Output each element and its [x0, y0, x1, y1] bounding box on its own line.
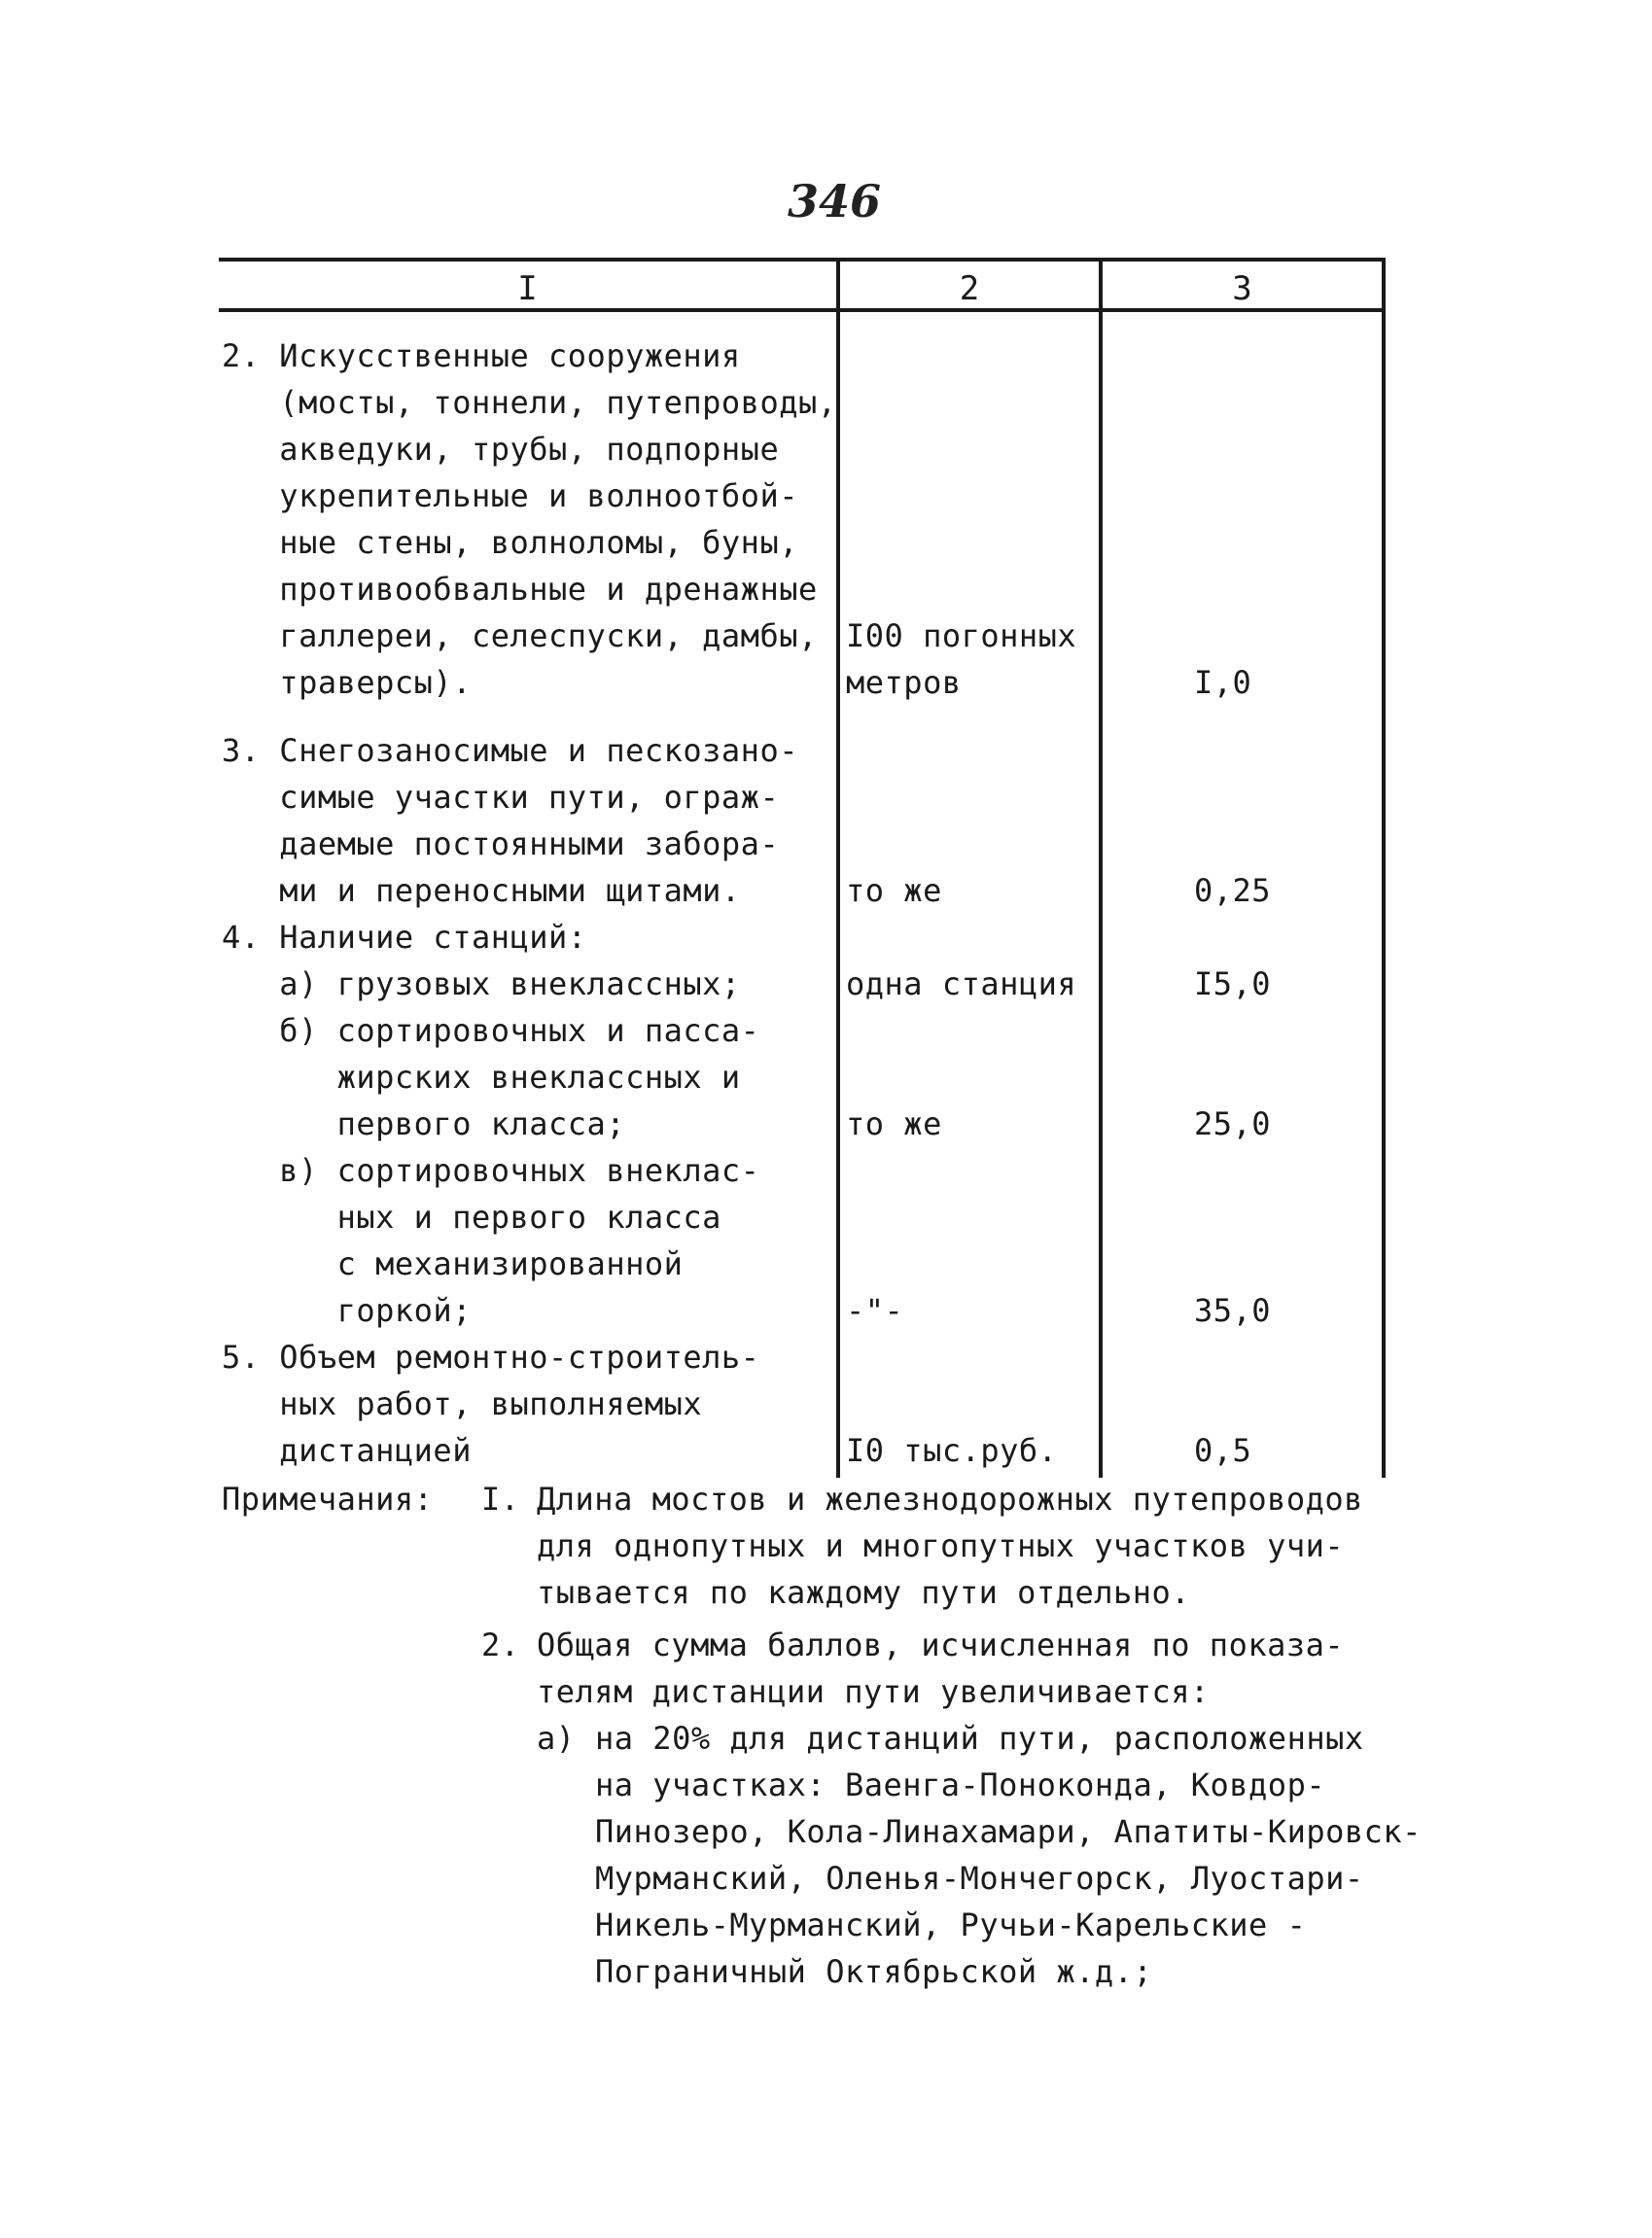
row-value: I,0 [1194, 664, 1252, 701]
row-text-line: жирских внеклассных и [222, 1059, 741, 1096]
row-value: 25,0 [1194, 1105, 1272, 1142]
row-text-line: 2. Искусственные сооружения [222, 337, 741, 374]
row-text-line: ных работ, выполняемых [222, 1385, 703, 1422]
table-top-rule [219, 258, 1386, 262]
note-line: для однопутных и многопутных участков учи- [537, 1527, 1345, 1564]
row-text-line: первого класса; [222, 1105, 626, 1142]
column-header-1: I [517, 269, 538, 308]
note-line: телям дистанции пути увеличивается: [537, 1673, 1210, 1710]
row-text-line: 3. Снегозаносимые и пескозано- [222, 732, 798, 769]
note-sub-line: на участках: Ваенга-Поноконда, Ковдор- [595, 1766, 1326, 1803]
row-text-line: противообвальные и дренажные [222, 571, 818, 608]
row-text-line: ми и переносными щитами. [222, 872, 741, 909]
note-line: Длина мостов и железнодорожных путепроводов [537, 1481, 1363, 1518]
note-sub-line: Никель-Мурманский, Ручьи-Карельские - [595, 1906, 1307, 1943]
row-value: 35,0 [1194, 1292, 1272, 1329]
row-text-line: б) сортировочных и пасса- [222, 1012, 760, 1049]
row-unit: I00 погонных [846, 617, 1077, 654]
row-text-line: а) грузовых внеклассных; [222, 965, 741, 1002]
row-text-line: симые участки пути, ограж- [222, 779, 780, 816]
row-unit: I0 тыс.руб. [846, 1432, 1058, 1469]
note-line: Общая сумма баллов, исчисленная по показа- [537, 1626, 1345, 1663]
col-divider-1 [836, 258, 840, 1478]
table-header-rule [219, 308, 1386, 312]
notes-label: Примечания: [222, 1481, 434, 1518]
page-number: 346 [788, 175, 882, 227]
note-sub-letter: а) [537, 1720, 576, 1757]
row-text-line: ных и первого класса [222, 1199, 721, 1236]
col-divider-2 [1099, 258, 1103, 1478]
row-unit: то же [846, 872, 942, 909]
row-text-line: ные стены, волноломы, буны, [222, 524, 798, 561]
row-text-line: горкой; [222, 1292, 472, 1329]
row-text-line: траверсы). [222, 664, 472, 701]
column-header-2: 2 [959, 269, 980, 308]
row-unit: метров [846, 664, 962, 701]
row-text-line: дистанцией [222, 1432, 472, 1469]
row-text-line: 4. Наличие станций: [222, 919, 587, 956]
row-text-line: с механизированной [222, 1245, 684, 1282]
note-sub-line: Пинозеро, Кола-Линахамари, Апатиты-Кировск- [595, 1813, 1422, 1850]
row-value: 0,25 [1194, 872, 1272, 909]
row-text-line: укрепительные и волноотбой- [222, 477, 798, 514]
row-text-line: в) сортировочных внеклас- [222, 1152, 760, 1189]
row-text-line: (мосты, тоннели, путепроводы, [222, 384, 837, 421]
note-number: I. [481, 1481, 520, 1518]
column-header-3: 3 [1232, 269, 1252, 308]
col-divider-right [1382, 258, 1386, 1478]
row-text-line: акведуки, трубы, подпорные [222, 431, 780, 468]
note-sub-line: Мурманский, Оленья-Мончегорск, Луостари- [595, 1860, 1364, 1897]
row-value: 0,5 [1194, 1432, 1252, 1469]
row-text-line: 5. Объем ремонтно-строитель- [222, 1339, 760, 1376]
note-sub-line: на 20% для дистанций пути, расположенных [595, 1720, 1364, 1757]
row-value: I5,0 [1194, 965, 1272, 1002]
note-number: 2. [481, 1626, 520, 1663]
row-unit: -"- [846, 1292, 904, 1329]
note-line: тывается по каждому пути отдельно. [537, 1574, 1191, 1611]
note-sub-line: Пограничный Октябрьской ж.д.; [595, 1953, 1153, 1990]
row-text-line: галлереи, селеспуски, дамбы, [222, 617, 818, 654]
row-unit: одна станция [846, 965, 1077, 1002]
row-unit: то же [846, 1105, 942, 1142]
row-text-line: даемые постоянными забора- [222, 825, 780, 862]
